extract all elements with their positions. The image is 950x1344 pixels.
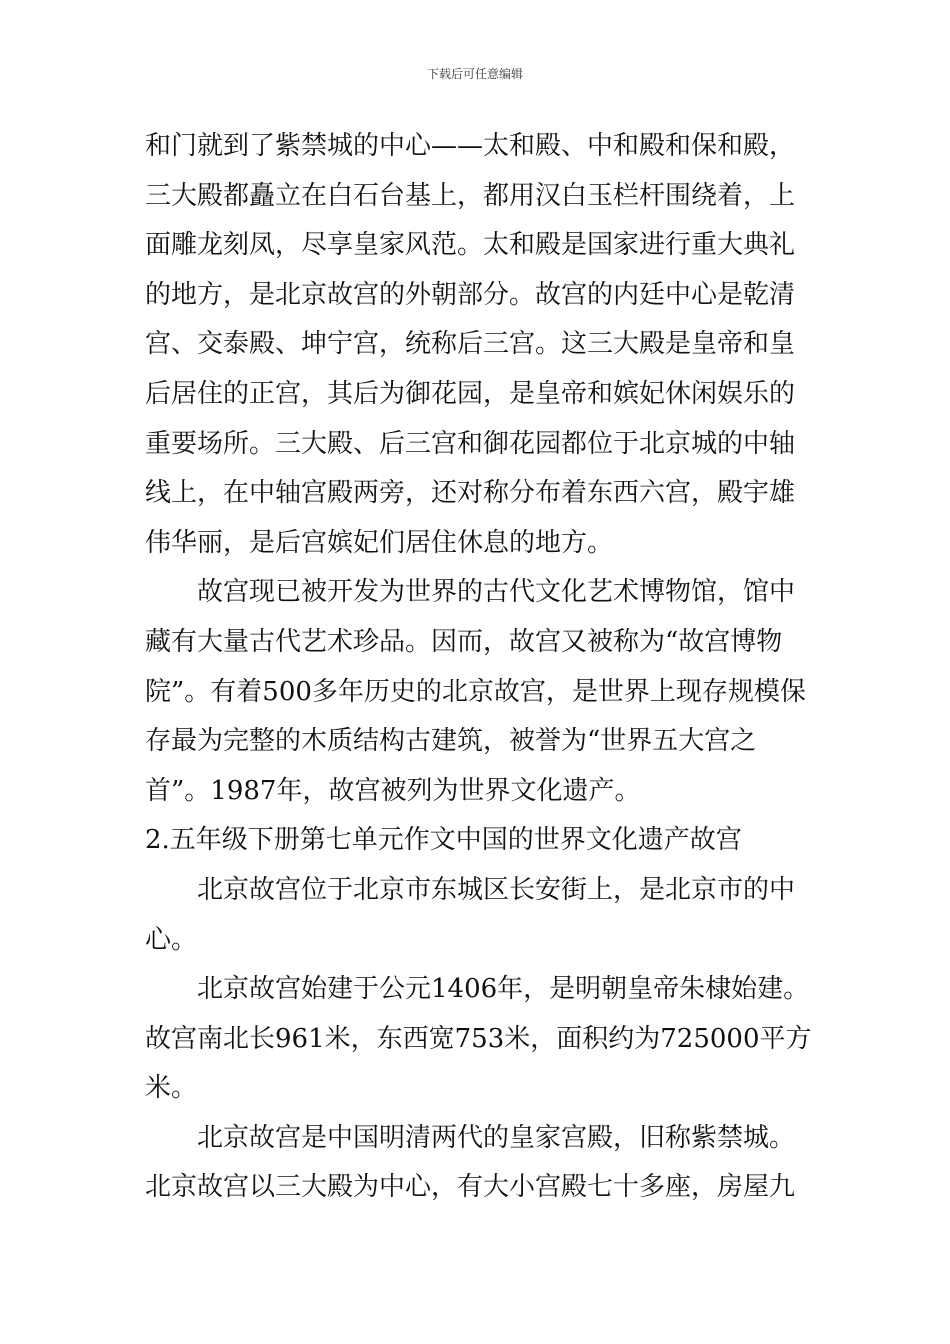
text-line: 伟华丽，是后宫嫔妃们居住休息的地方。 <box>145 527 614 558</box>
text-line: 线上，在中轴宫殿两旁，还对称分布着东西六宫，殿宇雄 <box>145 478 796 509</box>
text-line: 故宫南北长961米，东西宽753米，面积约为725000平方 <box>145 1023 812 1054</box>
section-heading: 2.五年级下册第七单元作文中国的世界文化遗产故宫 <box>145 825 742 856</box>
paragraph-start-line: 北京故宫始建于公元1406年，是明朝皇帝朱棣始建。 <box>197 974 810 1005</box>
text-line: 米。 <box>145 1073 198 1104</box>
text-line: 存最为完整的木质结构古建筑，被誉为“世界五大宫之 <box>145 726 757 757</box>
text-line: 后居住的正宫，其后为御花园，是皇帝和嫔妃休闲娱乐的 <box>145 378 796 409</box>
text-line: 的地方，是北京故宫的外朝部分。故宫的内廷中心是乾清 <box>145 279 796 310</box>
text-line: 心。 <box>145 924 198 955</box>
text-line: 宫、交泰殿、坤宁宫，统称后三宫。这三大殿是皇帝和皇 <box>145 329 796 360</box>
text-line: 面雕龙刻凤，尽享皇家风范。太和殿是国家进行重大典礼 <box>145 230 796 261</box>
paragraph-start-line: 北京故宫是中国明清两代的皇家宫殿，旧称紫禁城。 <box>197 1122 796 1153</box>
text-line: 重要场所。三大殿、后三宫和御花园都位于北京城的中轴 <box>145 428 796 459</box>
paragraph-start-line: 北京故宫位于北京市东城区长安街上，是北京市的中 <box>197 874 796 905</box>
text-line: 和门就到了紫禁城的中心——太和殿、中和殿和保和殿， <box>145 131 796 161</box>
page-header-note: 下载后可任意编辑 <box>426 67 523 81</box>
paragraph-start-line: 故宫现已被开发为世界的古代文化艺术博物馆，馆中 <box>197 577 796 608</box>
text-line: 院”。有着500多年历史的北京故宫，是世界上现存规模保 <box>145 676 806 707</box>
text-line: 三大殿都矗立在白石台基上，都用汉白玉栏杆围绕着，上 <box>145 180 796 211</box>
text-line: 藏有大量古代艺术珍品。因而，故宫又被称为“故宫博物 <box>145 626 783 657</box>
text-line: 首”。1987年，故宫被列为世界文化遗产。 <box>145 775 641 806</box>
document-body <box>145 122 811 1213</box>
text-line: 北京故宫以三大殿为中心，有大小宫殿七十多座，房屋九 <box>145 1172 796 1203</box>
